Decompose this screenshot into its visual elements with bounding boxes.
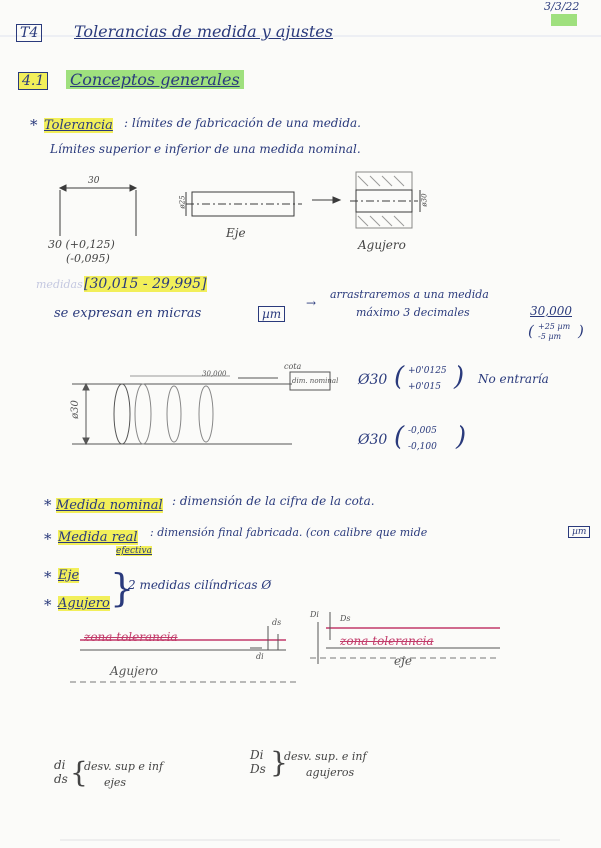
term-agujero: Agujero <box>58 596 110 611</box>
zone-Di-label: Di <box>310 610 319 619</box>
bullet-star-5: * <box>44 596 52 614</box>
footer-right-b: Ds <box>250 762 266 776</box>
range-value-2: 30,000 <box>530 304 572 318</box>
bullet-star-2: * <box>44 496 52 514</box>
range-line-2: se expresan en micras <box>54 306 202 321</box>
footer-left-sub: ejes <box>104 776 127 789</box>
range-value: [30,015 - 29,995] <box>84 276 207 292</box>
tol-2-paren-open: ( <box>394 422 405 452</box>
tol-1-paren-close: ) <box>454 362 465 392</box>
figure-2-cota: cota <box>284 362 302 371</box>
tol-2-bottom: -0,100 <box>408 442 437 452</box>
dim-top-label: 30 <box>88 176 100 186</box>
tol-1-note: No entraría <box>478 372 549 386</box>
section-title: Conceptos generales <box>66 70 244 89</box>
figure-2-cota-2: dim. nominal <box>292 377 339 385</box>
zone-right-label: zona tolerancia <box>340 634 434 648</box>
zone-di-label: di <box>256 652 264 661</box>
footer-right-sub: agujeros <box>306 766 355 779</box>
tolerancia-def-2: Límites superior e inferior de una medida nominal. <box>50 142 361 156</box>
term-eje: Eje <box>58 568 80 583</box>
tol-2-paren-close: ) <box>456 422 467 452</box>
chapter-title: Tolerancias de medida y ajustes <box>74 22 333 41</box>
range-paren: ( <box>528 322 534 340</box>
range-paren-bottom: -5 µm <box>538 332 562 341</box>
tol-1-paren-open: ( <box>394 362 405 392</box>
footer-left-a: di <box>54 758 66 772</box>
shaft-name: Eje <box>226 226 246 240</box>
range-prefix: medidas <box>36 278 83 291</box>
tol-1-base: Ø30 <box>358 372 388 388</box>
tol-2-base: Ø30 <box>358 432 388 448</box>
range-arrow-text: arrastraremos a una medida <box>330 288 489 301</box>
tol-1-bottom: +0'015 <box>408 382 441 392</box>
footer-right-a: Di <box>250 748 264 762</box>
range-paren-top: +25 µm <box>538 322 571 331</box>
zone-ds-label: ds <box>272 618 282 627</box>
chapter-tag: T4 <box>16 24 42 42</box>
figure-2-label-top: 30,000 <box>202 370 227 378</box>
tol-2-top: -0,005 <box>408 426 437 436</box>
date-label: 3/3/22 <box>544 0 580 13</box>
real-unit: µm <box>568 526 590 538</box>
brace-text: 2 medidas cilíndricas Ø <box>128 578 272 592</box>
footer-right-brace: } <box>270 746 288 779</box>
footer-left-b: ds <box>54 772 68 786</box>
term-tolerancia: Tolerancia <box>44 118 113 133</box>
figure-2-dim: ø30 <box>69 400 81 419</box>
footer-left-brace: { <box>70 756 88 789</box>
range-arrow-text-2: máximo 3 decimales <box>356 306 470 319</box>
nominal-definition: : dimensión de la cifra de la cota. <box>172 494 375 508</box>
zone-left-label: zona tolerancia <box>84 630 178 644</box>
zone-Ds-label: Ds <box>340 614 351 623</box>
bullet-star-3: * <box>44 530 52 548</box>
term-medida-real: Medida real <box>58 530 138 545</box>
bullet-star-4: * <box>44 568 52 586</box>
range-arrow: → <box>306 296 317 310</box>
dim-label: 30 (+0,125) <box>48 238 115 251</box>
dim-label-2: (-0,095) <box>66 252 110 265</box>
tol-1-top: +0'0125 <box>408 366 447 376</box>
term-efectiva: efectiva <box>116 546 152 556</box>
bullet-star: * <box>30 116 38 134</box>
hole-name: Agujero <box>358 238 406 252</box>
footer-left-text: desv. sup e inf <box>84 760 164 773</box>
hole-diameter: ø30 <box>420 193 429 207</box>
range-unit: µm <box>258 306 285 322</box>
tolerancia-def-1: : límites de fabricación de una medida. <box>124 116 361 130</box>
zone-left-name: Agujero <box>110 664 158 678</box>
section-number: 4.1 <box>18 72 48 90</box>
zone-right-name: eje <box>394 654 412 668</box>
footer-right-text: desv. sup. e inf <box>284 750 367 763</box>
brace-icon: } <box>110 566 135 610</box>
term-medida-nominal: Medida nominal <box>56 498 163 513</box>
shaft-diameter: ø25 <box>178 195 187 209</box>
real-definition: : dimensión final fabricada. (con calibre que mide <box>150 526 428 539</box>
range-paren-close: ) <box>578 322 584 340</box>
